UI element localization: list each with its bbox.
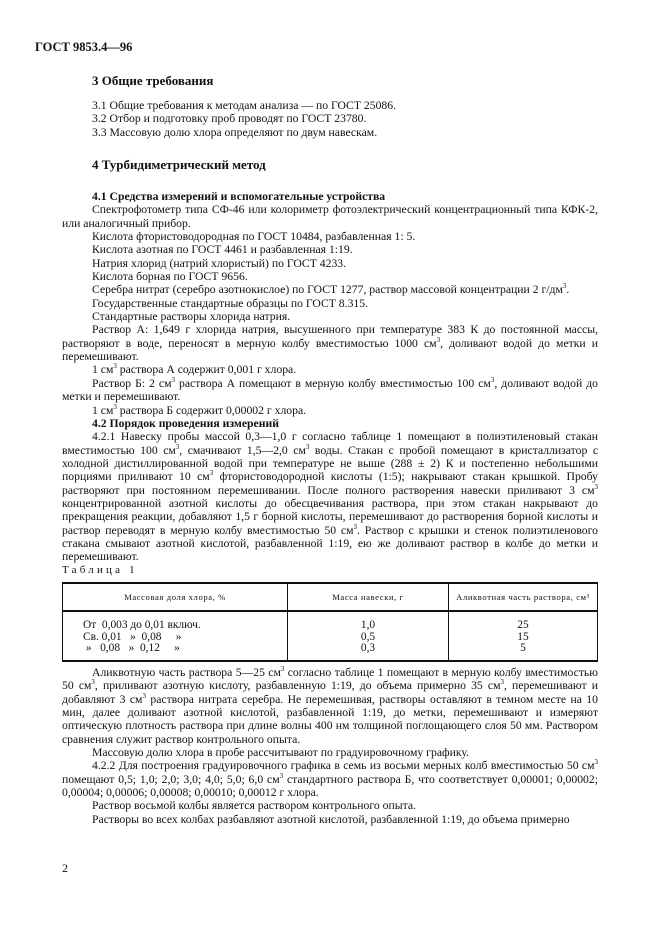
table-caption: Таблица 1 [62,564,138,576]
section-3-list [92,99,598,139]
subsection-heading [62,417,598,430]
superscript: 3 [91,678,95,687]
superscript: 3 [175,442,180,451]
paragraph [62,310,598,323]
text-run: 1 см [92,363,114,377]
superscript: 3 [436,335,441,344]
paragraph [62,243,598,256]
paragraph [62,230,598,243]
document-header: ГОСТ 9853.4—96 [35,40,133,54]
text-run: 4.2.1 Навеску пробы массой 0,3—1,0 г согласно таблице 1 помещают в полиэтиленовый стакан вместимостью 100 см [62,430,598,457]
superscript: 3 [500,678,504,687]
text-run: , перемешивают и добавляют 3 см [62,679,598,706]
section-4-heading: 4 Турбидиметрический метод [92,157,266,172]
paragraph [62,666,598,746]
paragraph [62,283,598,296]
column-header: Массовая доля хлора, % [63,583,288,611]
text-run: 1 см [92,403,114,417]
section-4-body [62,190,598,564]
text-run: раствора А содержит 0,001 г хлора. [116,363,297,377]
text-run: Аликвотную часть раствора 5—25 см [92,666,281,679]
superscript: 3 [113,362,117,371]
text-run: раствора Б содержит 0,00002 г хлора. [116,403,307,417]
text-run: Стандартные растворы хлорида натрия. [92,310,291,324]
table-cell: От 0,003 до 0,01 включ. Св. 0,01 » 0,08 » » 0,08 » 0,12 » [63,611,288,661]
paragraph [62,746,598,759]
paragraph [62,404,598,417]
paragraph [62,270,598,283]
text-run: . [566,283,570,297]
section-4-body-continued [62,666,598,826]
text-run: Кислота борная по ГОСТ 9656. [92,270,248,284]
superscript: 3 [562,282,567,291]
list-item: 3.2 Отбор и подготовку проб проводят по ГОСТ 23780. [92,112,367,126]
text-run: раствора А помещают в мерную колбу вместимостью 100 см [174,376,491,390]
text-run: помещают 0,5; 1,0; 2,0; 3,0; 4,0; 5,0; 6,0 см [62,772,280,786]
paragraph [62,323,598,363]
superscript: 3 [305,442,310,451]
superscript: 3 [142,691,146,700]
text-run: концентрированной азотной кислоты до обесцвечивания раствора, при этом стакан накрывают до прекращения реакции, добавляют 1,5 г борной кислоты, перемешивают до растворения борной кислоты и раствор переводят в мерную колбу вместимостью 50 см [62,496,598,537]
paragraph [62,257,598,270]
text-run: согласно таблице 1 помещают в мерную колбу вместимостью 50 см [62,666,598,693]
paragraph [62,430,598,563]
text-run: , доливают водой до метки и перемешивают. [62,376,598,404]
superscript: 3 [209,469,214,478]
superscript: 3 [171,375,175,384]
page-number: 2 [62,861,68,875]
text-run: , доливают водой до метки и перемешивают. [62,336,598,364]
text-run: 4.1 Средства измерений и вспомогательные устройства [92,190,386,203]
text-run: Массовую долю хлора в пробе рассчитывают по градуировочному графику. [92,746,469,760]
text-run: Серебра нитрат (серебро азотнокислое) по ГОСТ 1277, раствор массовой концентрации 2 г/дм [92,283,563,297]
text-run: . Раствор с крышки и стенок полиэтиленового стакана смывают азотной кислотой, разбавленной 1:19, ею же доливают раствор в колбе до метки и перемешивают. [62,523,598,564]
text-run: стандартного раствора Б, что соответствует 0,00001; 0,00002; 0,00004; 0,00006; 0,00008; 0,00010; 0,00012 г хлора. [62,772,598,800]
column-header: Аликвотная часть раствора, см³ [449,583,598,611]
paragraph [62,799,598,812]
paragraph [62,377,598,404]
list-item: 3.1 Общие требования к методам анализа — по ГОСТ 25086. [92,99,397,112]
column-header: Масса навески, г [288,583,449,611]
text-run: Кислота азотная по ГОСТ 4461 и разбавленная 1:19. [92,243,353,257]
superscript: 3 [490,375,495,384]
paragraph [62,813,598,826]
section-3-heading: 3 Общие требования [92,73,214,88]
text-run: Растворы во всех колбах разбавляют азотной кислотой, разбавленной 1:19, до объема примерно [92,812,570,826]
text-run: воды. Стакан с пробой помещают в кристаллизатор с холодной дистиллированной водой при температуре не выше (288 ± 2) К и постепенно небольшими порциями приливают 10 см [62,443,599,484]
superscript: 3 [279,771,284,780]
text-run: раствора нитрата серебра. Не перемешивая, растворы оставляют в темном месте на 10 мин, далее доливают азотной кислотой, разбавленной 1:19, до метки, перемешивают и измеряют оптическую плотность раствора при длине волны 400 нм толщиной поглощающего слоя 50 мм. Раствором сравнения служит раствор контрольного опыта. [62,692,598,746]
text-run: 4.2.2 Для построения градуировочного графика в семь из восьми мерных колб вместимостью 50 см [92,759,595,773]
text-run: , смачивают 1,5—2,0 см [179,443,306,457]
text-run: Государственные стандартные образцы по ГОСТ 8.315. [92,296,369,310]
superscript: 3 [594,758,598,767]
paragraph [62,297,598,310]
text-run: Раствор восьмой колбы является раствором контрольного опыта. [92,799,416,813]
superscript: 3 [113,402,117,411]
list-item: 3.3 Массовую долю хлора определяют по двум навескам. [92,125,378,139]
subsection-heading [62,190,598,203]
paragraph [62,759,598,799]
text-run: , приливают азотную кислоту, разбавленную 1:19, до объема примерно 35 см [94,679,501,693]
superscript: 3 [353,522,358,531]
superscript: 3 [594,482,598,491]
text-run: фтористоводородной кислоты (1:5); накрывают стакан крышкой. Пробу растворяют при постоянном перемешивании. После полного растворения навески приливают 3 см [62,470,598,497]
superscript: 3 [280,665,285,673]
text-run: Натрия хлорид (натрий хлористый) по ГОСТ 4233. [92,256,347,270]
table-1 [62,582,598,662]
paragraph [62,363,598,376]
text-run: Кислота фтористоводородная по ГОСТ 10484, разбавленная 1: 5. [92,230,416,244]
table-cell: 1,0 0,5 0,3 [288,611,449,661]
paragraph [62,203,598,230]
table-cell: 25 15 5 [449,611,598,661]
text-run: Раствор Б: 2 см [92,376,172,390]
text-run: Раствор А: 1,649 г хлорида натрия, высушенного при температуре 383 К до постоянной массы, растворяют в воде, переносят в мерную колбу вместимостью 1000 см [62,323,598,350]
text-run: 4.2 Порядок проведения измерений [92,416,279,430]
text-run: Спектрофотометр типа СФ-46 или колориметр фотоэлектрический концентрационный типа КФК-2, или аналогичный прибор. [62,203,598,230]
